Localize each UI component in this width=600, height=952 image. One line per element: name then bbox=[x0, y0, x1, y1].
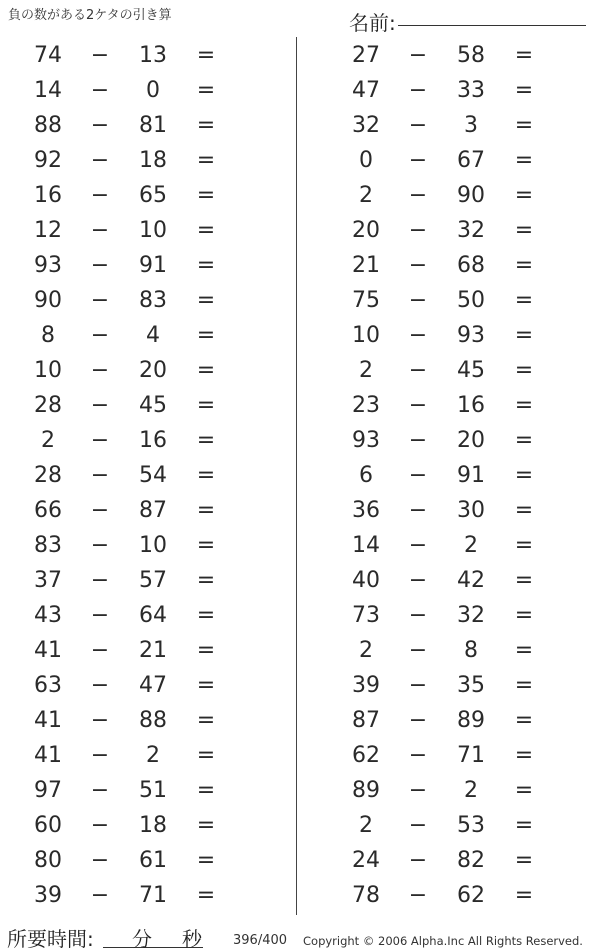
subtrahend: 88 bbox=[139, 708, 167, 733]
minus-sign: − bbox=[408, 358, 428, 383]
equals-sign: = bbox=[196, 778, 216, 803]
minus-sign: − bbox=[90, 288, 110, 313]
subtrahend: 0 bbox=[146, 78, 160, 103]
equals-sign: = bbox=[196, 673, 216, 698]
subtrahend: 32 bbox=[457, 603, 485, 628]
problem-row bbox=[0, 283, 296, 318]
minuend: 41 bbox=[34, 743, 62, 768]
subtrahend: 4 bbox=[146, 323, 160, 348]
problem-row bbox=[318, 563, 600, 598]
equals-sign: = bbox=[514, 568, 534, 593]
problem-row bbox=[0, 353, 296, 388]
equals-sign: = bbox=[514, 463, 534, 488]
equals-sign: = bbox=[196, 428, 216, 453]
minuend: 87 bbox=[352, 708, 380, 733]
equals-sign: = bbox=[196, 883, 216, 908]
subtrahend: 16 bbox=[139, 428, 167, 453]
minuend: 23 bbox=[352, 393, 380, 418]
minuend: 43 bbox=[34, 603, 62, 628]
equals-sign: = bbox=[514, 883, 534, 908]
minus-sign: − bbox=[90, 813, 110, 838]
minuend: 36 bbox=[352, 498, 380, 523]
equals-sign: = bbox=[196, 393, 216, 418]
minus-sign: − bbox=[90, 148, 110, 173]
minus-sign: − bbox=[408, 883, 428, 908]
minuend: 93 bbox=[34, 253, 62, 278]
column-divider bbox=[296, 37, 297, 915]
problem-row bbox=[318, 388, 600, 423]
subtrahend: 53 bbox=[457, 813, 485, 838]
minuend: 2 bbox=[41, 428, 55, 453]
subtrahend: 91 bbox=[139, 253, 167, 278]
minus-sign: − bbox=[90, 463, 110, 488]
minus-sign: − bbox=[408, 603, 428, 628]
minuend: 80 bbox=[34, 848, 62, 873]
problem-row bbox=[318, 633, 600, 668]
minus-sign: − bbox=[408, 323, 428, 348]
problem-row bbox=[318, 703, 600, 738]
minus-sign: − bbox=[90, 568, 110, 593]
subtrahend: 93 bbox=[457, 323, 485, 348]
equals-sign: = bbox=[196, 463, 216, 488]
minus-sign: − bbox=[90, 603, 110, 628]
equals-sign: = bbox=[514, 113, 534, 138]
subtrahend: 54 bbox=[139, 463, 167, 488]
minus-sign: − bbox=[90, 638, 110, 663]
equals-sign: = bbox=[514, 813, 534, 838]
problem-row bbox=[318, 108, 600, 143]
equals-sign: = bbox=[514, 253, 534, 278]
subtrahend: 61 bbox=[139, 848, 167, 873]
equals-sign: = bbox=[196, 323, 216, 348]
name-label: 名前: bbox=[349, 11, 396, 35]
problem-row bbox=[318, 843, 600, 878]
problem-row bbox=[318, 808, 600, 843]
right-problem-column bbox=[318, 38, 600, 913]
equals-sign: = bbox=[514, 428, 534, 453]
subtrahend: 13 bbox=[139, 43, 167, 68]
problem-row bbox=[318, 423, 600, 458]
equals-sign: = bbox=[196, 813, 216, 838]
subtrahend: 45 bbox=[139, 393, 167, 418]
equals-sign: = bbox=[196, 78, 216, 103]
subtrahend: 81 bbox=[139, 113, 167, 138]
name-field-line[interactable] bbox=[398, 25, 586, 26]
equals-sign: = bbox=[196, 568, 216, 593]
minuend: 16 bbox=[34, 183, 62, 208]
problem-row bbox=[0, 108, 296, 143]
problem-row bbox=[318, 283, 600, 318]
equals-sign: = bbox=[196, 43, 216, 68]
minus-sign: − bbox=[408, 708, 428, 733]
problem-row bbox=[0, 808, 296, 843]
problem-row bbox=[0, 633, 296, 668]
minuend: 73 bbox=[352, 603, 380, 628]
minuend: 78 bbox=[352, 883, 380, 908]
minus-sign: − bbox=[90, 533, 110, 558]
minus-sign: − bbox=[408, 568, 428, 593]
minus-sign: − bbox=[408, 533, 428, 558]
minuend: 62 bbox=[352, 743, 380, 768]
minuend: 32 bbox=[352, 113, 380, 138]
minuend: 2 bbox=[359, 813, 373, 838]
minuend: 90 bbox=[34, 288, 62, 313]
copyright-notice: Copyright © 2006 Alpha.Inc All Rights Reserved. bbox=[303, 934, 583, 948]
minuend: 40 bbox=[352, 568, 380, 593]
minus-sign: − bbox=[408, 148, 428, 173]
subtrahend: 87 bbox=[139, 498, 167, 523]
equals-sign: = bbox=[196, 533, 216, 558]
seconds-label: 秒 bbox=[182, 927, 202, 951]
equals-sign: = bbox=[514, 358, 534, 383]
subtrahend: 50 bbox=[457, 288, 485, 313]
subtrahend: 57 bbox=[139, 568, 167, 593]
problem-row bbox=[0, 843, 296, 878]
subtrahend: 18 bbox=[139, 148, 167, 173]
minuend: 97 bbox=[34, 778, 62, 803]
minuend: 2 bbox=[359, 638, 373, 663]
subtrahend: 62 bbox=[457, 883, 485, 908]
subtrahend: 90 bbox=[457, 183, 485, 208]
minus-sign: − bbox=[90, 428, 110, 453]
equals-sign: = bbox=[196, 603, 216, 628]
problem-row bbox=[318, 878, 600, 913]
minuend: 89 bbox=[352, 778, 380, 803]
equals-sign: = bbox=[514, 218, 534, 243]
problem-row bbox=[0, 388, 296, 423]
subtrahend: 2 bbox=[464, 778, 478, 803]
subtrahend: 83 bbox=[139, 288, 167, 313]
minus-sign: − bbox=[90, 113, 110, 138]
minuend: 83 bbox=[34, 533, 62, 558]
minuend: 39 bbox=[352, 673, 380, 698]
subtrahend: 82 bbox=[457, 848, 485, 873]
minus-sign: − bbox=[90, 848, 110, 873]
subtrahend: 2 bbox=[146, 743, 160, 768]
minutes-label: 分 bbox=[132, 927, 152, 951]
minus-sign: − bbox=[408, 778, 428, 803]
problem-row bbox=[0, 423, 296, 458]
problem-row bbox=[0, 878, 296, 913]
problem-row bbox=[318, 178, 600, 213]
subtrahend: 51 bbox=[139, 778, 167, 803]
minuend: 37 bbox=[34, 568, 62, 593]
problem-row bbox=[318, 458, 600, 493]
subtrahend: 10 bbox=[139, 218, 167, 243]
subtrahend: 16 bbox=[457, 393, 485, 418]
problem-row bbox=[0, 178, 296, 213]
equals-sign: = bbox=[514, 393, 534, 418]
equals-sign: = bbox=[196, 708, 216, 733]
problem-row bbox=[0, 773, 296, 808]
minus-sign: − bbox=[408, 183, 428, 208]
equals-sign: = bbox=[196, 358, 216, 383]
subtrahend: 71 bbox=[139, 883, 167, 908]
minus-sign: − bbox=[408, 288, 428, 313]
minus-sign: − bbox=[408, 218, 428, 243]
minuend: 66 bbox=[34, 498, 62, 523]
minuend: 74 bbox=[34, 43, 62, 68]
problem-row bbox=[0, 248, 296, 283]
minus-sign: − bbox=[408, 463, 428, 488]
problem-row bbox=[318, 73, 600, 108]
minuend: 92 bbox=[34, 148, 62, 173]
equals-sign: = bbox=[514, 848, 534, 873]
equals-sign: = bbox=[196, 498, 216, 523]
problem-row bbox=[318, 143, 600, 178]
equals-sign: = bbox=[514, 708, 534, 733]
minuend: 41 bbox=[34, 638, 62, 663]
minus-sign: − bbox=[90, 323, 110, 348]
equals-sign: = bbox=[514, 533, 534, 558]
subtrahend: 20 bbox=[457, 428, 485, 453]
subtrahend: 64 bbox=[139, 603, 167, 628]
minuend: 14 bbox=[352, 533, 380, 558]
minuend: 41 bbox=[34, 708, 62, 733]
subtrahend: 32 bbox=[457, 218, 485, 243]
subtrahend: 10 bbox=[139, 533, 167, 558]
subtrahend: 20 bbox=[139, 358, 167, 383]
problem-row bbox=[0, 528, 296, 563]
equals-sign: = bbox=[514, 778, 534, 803]
subtrahend: 3 bbox=[464, 113, 478, 138]
equals-sign: = bbox=[196, 253, 216, 278]
minuend: 12 bbox=[34, 218, 62, 243]
minus-sign: − bbox=[408, 393, 428, 418]
problem-row bbox=[318, 493, 600, 528]
equals-sign: = bbox=[514, 743, 534, 768]
problem-row bbox=[318, 528, 600, 563]
subtrahend: 71 bbox=[457, 743, 485, 768]
minus-sign: − bbox=[408, 848, 428, 873]
minuend: 88 bbox=[34, 113, 62, 138]
minus-sign: − bbox=[408, 638, 428, 663]
subtrahend: 30 bbox=[457, 498, 485, 523]
problem-row bbox=[318, 773, 600, 808]
minuend: 75 bbox=[352, 288, 380, 313]
subtrahend: 91 bbox=[457, 463, 485, 488]
footer bbox=[0, 920, 600, 952]
subtrahend: 8 bbox=[464, 638, 478, 663]
minus-sign: − bbox=[408, 78, 428, 103]
problem-row bbox=[0, 668, 296, 703]
equals-sign: = bbox=[514, 148, 534, 173]
problem-row bbox=[318, 668, 600, 703]
minus-sign: − bbox=[90, 358, 110, 383]
problem-row bbox=[0, 73, 296, 108]
minus-sign: − bbox=[90, 78, 110, 103]
subtrahend: 67 bbox=[457, 148, 485, 173]
minuend: 20 bbox=[352, 218, 380, 243]
subtrahend: 68 bbox=[457, 253, 485, 278]
minus-sign: − bbox=[408, 428, 428, 453]
minus-sign: − bbox=[408, 43, 428, 68]
minuend: 93 bbox=[352, 428, 380, 453]
equals-sign: = bbox=[196, 113, 216, 138]
problem-row bbox=[318, 353, 600, 388]
subtrahend: 21 bbox=[139, 638, 167, 663]
equals-sign: = bbox=[514, 78, 534, 103]
equals-sign: = bbox=[196, 218, 216, 243]
problem-row bbox=[318, 598, 600, 633]
problem-row bbox=[0, 493, 296, 528]
equals-sign: = bbox=[514, 673, 534, 698]
equals-sign: = bbox=[514, 603, 534, 628]
minuend: 21 bbox=[352, 253, 380, 278]
minuend: 2 bbox=[359, 358, 373, 383]
minus-sign: − bbox=[408, 743, 428, 768]
minus-sign: − bbox=[90, 218, 110, 243]
minuend: 2 bbox=[359, 183, 373, 208]
time-taken-label: 所要時間: bbox=[7, 927, 94, 951]
equals-sign: = bbox=[196, 638, 216, 663]
minuend: 28 bbox=[34, 393, 62, 418]
minuend: 27 bbox=[352, 43, 380, 68]
minus-sign: − bbox=[90, 673, 110, 698]
problem-row bbox=[0, 213, 296, 248]
problem-row bbox=[318, 38, 600, 73]
problem-row bbox=[0, 318, 296, 353]
minuend: 8 bbox=[41, 323, 55, 348]
minuend: 6 bbox=[359, 463, 373, 488]
minuend: 0 bbox=[359, 148, 373, 173]
problem-row bbox=[318, 738, 600, 773]
problem-row bbox=[0, 143, 296, 178]
equals-sign: = bbox=[514, 498, 534, 523]
minus-sign: − bbox=[90, 393, 110, 418]
subtrahend: 18 bbox=[139, 813, 167, 838]
minus-sign: − bbox=[90, 253, 110, 278]
problem-row bbox=[318, 318, 600, 353]
minuend: 47 bbox=[352, 78, 380, 103]
minus-sign: − bbox=[90, 778, 110, 803]
equals-sign: = bbox=[196, 288, 216, 313]
worksheet-title: 負の数がある2ケタの引き算 bbox=[8, 8, 172, 23]
equals-sign: = bbox=[514, 638, 534, 663]
left-problem-column bbox=[0, 38, 296, 913]
problem-row bbox=[0, 563, 296, 598]
minuend: 14 bbox=[34, 78, 62, 103]
minus-sign: − bbox=[90, 708, 110, 733]
minus-sign: − bbox=[408, 813, 428, 838]
problem-row bbox=[318, 248, 600, 283]
subtrahend: 35 bbox=[457, 673, 485, 698]
equals-sign: = bbox=[196, 183, 216, 208]
subtrahend: 42 bbox=[457, 568, 485, 593]
minuend: 63 bbox=[34, 673, 62, 698]
equals-sign: = bbox=[514, 323, 534, 348]
subtrahend: 33 bbox=[457, 78, 485, 103]
minus-sign: − bbox=[90, 743, 110, 768]
minuend: 24 bbox=[352, 848, 380, 873]
subtrahend: 65 bbox=[139, 183, 167, 208]
minuend: 60 bbox=[34, 813, 62, 838]
minus-sign: − bbox=[90, 498, 110, 523]
problem-row bbox=[0, 458, 296, 493]
subtrahend: 2 bbox=[464, 533, 478, 558]
problem-row bbox=[0, 38, 296, 73]
equals-sign: = bbox=[514, 43, 534, 68]
problem-row bbox=[0, 598, 296, 633]
minuend: 10 bbox=[352, 323, 380, 348]
subtrahend: 89 bbox=[457, 708, 485, 733]
minus-sign: − bbox=[90, 883, 110, 908]
problem-row bbox=[318, 213, 600, 248]
equals-sign: = bbox=[196, 848, 216, 873]
minus-sign: − bbox=[408, 498, 428, 523]
minus-sign: − bbox=[408, 113, 428, 138]
equals-sign: = bbox=[514, 288, 534, 313]
equals-sign: = bbox=[196, 148, 216, 173]
minuend: 28 bbox=[34, 463, 62, 488]
minus-sign: − bbox=[408, 673, 428, 698]
minuend: 10 bbox=[34, 358, 62, 383]
subtrahend: 47 bbox=[139, 673, 167, 698]
problem-row bbox=[0, 738, 296, 773]
problem-row bbox=[0, 703, 296, 738]
minuend: 39 bbox=[34, 883, 62, 908]
equals-sign: = bbox=[514, 183, 534, 208]
worksheet-number: 396/400 bbox=[233, 933, 288, 948]
subtrahend: 58 bbox=[457, 43, 485, 68]
equals-sign: = bbox=[196, 743, 216, 768]
minus-sign: − bbox=[408, 253, 428, 278]
minus-sign: − bbox=[90, 183, 110, 208]
minus-sign: − bbox=[90, 43, 110, 68]
subtrahend: 45 bbox=[457, 358, 485, 383]
